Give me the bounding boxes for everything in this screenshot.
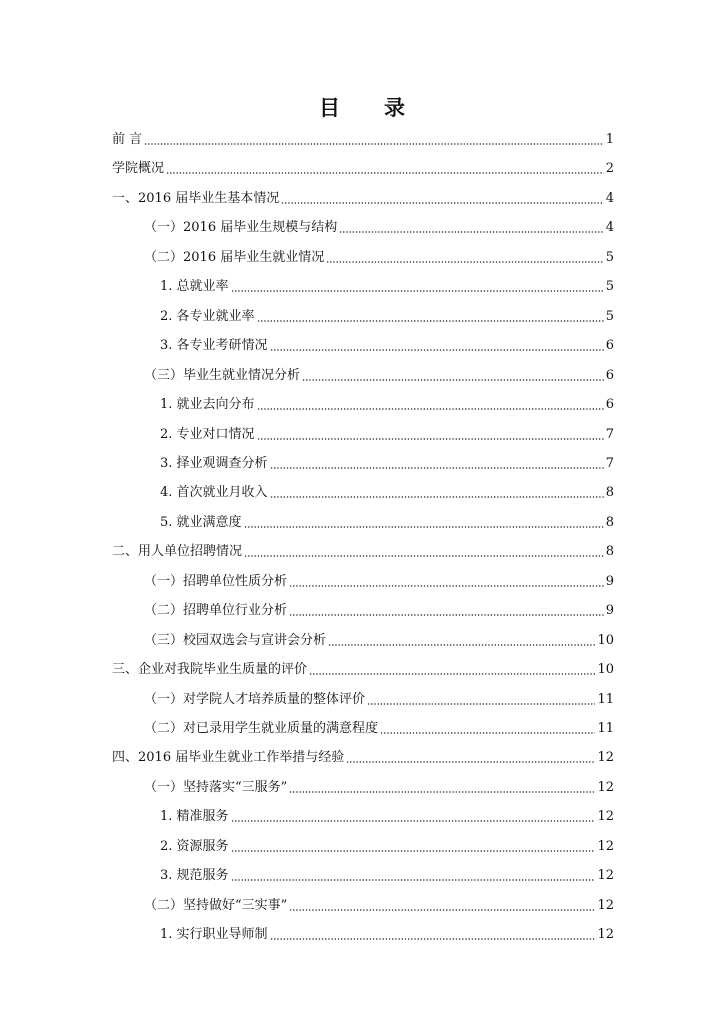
toc-entry[interactable] (160, 450, 614, 472)
toc-title-part2: 录 (384, 96, 405, 120)
toc-entry-label: 三、企业对我院毕业生质量的评价 (112, 662, 308, 678)
toc-dot-leader (244, 526, 604, 528)
toc-dot-leader (231, 290, 604, 292)
toc-entry-label: 1. 总就业率 (160, 279, 229, 295)
toc-entry-label: （二）招聘单位行业分析 (144, 603, 288, 619)
toc-entry-page: 11 (597, 691, 614, 707)
toc-entry-page: 8 (605, 544, 614, 560)
toc-entry-label: 前 言 (112, 132, 143, 147)
toc-dot-leader (326, 261, 604, 263)
toc-entry-label: （一）对学院人才培养质量的整体评价 (144, 691, 366, 707)
toc-entry-page: 9 (605, 603, 614, 619)
toc-dot-leader (380, 732, 595, 734)
toc-entry-label: 3. 择业观调查分析 (160, 455, 268, 471)
toc-entry[interactable] (144, 686, 614, 708)
toc-dot-leader (309, 673, 595, 675)
toc-entry-page: 2 (605, 161, 614, 177)
toc-entry[interactable] (160, 391, 614, 413)
toc-entry-label: （一）坚持落实“三服务” (144, 779, 288, 795)
toc-entry-page: 5 (605, 279, 614, 295)
toc-entry[interactable] (144, 597, 614, 619)
toc-entry-label: 1. 实行职业导师制 (160, 927, 268, 943)
toc-entry-page: 12 (597, 838, 614, 854)
toc-entry[interactable] (160, 862, 614, 884)
toc-entry-page: 6 (605, 338, 614, 354)
toc-dot-leader (231, 820, 596, 822)
toc-entry-page: 8 (605, 485, 614, 501)
toc-entry-label: 2. 各专业就业率 (160, 308, 255, 324)
toc-dot-leader (367, 703, 595, 705)
toc-dot-leader (302, 379, 604, 381)
toc-entry-page: 6 (605, 397, 614, 413)
toc-entry-label: 二、用人单位招聘情况 (112, 544, 243, 560)
toc-entry-page: 12 (597, 927, 614, 943)
toc-dot-leader (270, 467, 604, 469)
toc-dot-leader (144, 143, 604, 145)
toc-entry-page: 10 (597, 632, 614, 648)
toc-dot-leader (328, 644, 595, 646)
toc-entry-label: 5. 就业满意度 (160, 514, 242, 530)
toc-dot-leader (270, 496, 604, 498)
toc-dot-leader (166, 172, 604, 174)
toc-dot-leader (346, 761, 595, 763)
toc-dot-leader (289, 791, 595, 793)
toc-entry-page: 4 (605, 220, 614, 236)
toc-dot-leader (257, 408, 604, 410)
toc-dot-leader (257, 320, 604, 322)
toc-entry[interactable] (144, 362, 614, 384)
toc-dot-leader (289, 614, 604, 616)
toc-entry-page: 7 (605, 455, 614, 471)
toc-entry-page: 6 (605, 367, 614, 383)
toc-entry-label: 3. 规范服务 (160, 868, 229, 884)
toc-entry[interactable] (112, 538, 614, 560)
toc-dot-leader (289, 909, 595, 911)
toc-entry-page: 5 (605, 249, 614, 265)
toc-entry-page: 9 (605, 573, 614, 589)
toc-entry-page: 4 (605, 190, 614, 206)
toc-entry-page: 12 (597, 897, 614, 913)
toc-entry[interactable] (160, 803, 614, 825)
toc-dot-leader (257, 438, 604, 440)
toc-dot-leader (231, 879, 596, 881)
toc-entry[interactable] (160, 332, 614, 354)
toc-entry-label: 1. 就业去向分布 (160, 397, 255, 413)
toc-dot-leader (270, 938, 596, 940)
toc-entry-label: （三）毕业生就业情况分析 (144, 367, 301, 383)
toc-entry[interactable] (160, 273, 614, 295)
toc-dot-leader (339, 231, 604, 233)
toc-dot-leader (231, 850, 596, 852)
toc-entry[interactable] (144, 244, 614, 266)
toc-entry[interactable] (112, 656, 614, 678)
toc-entry-label: 学院概况 (112, 161, 165, 177)
toc-entry[interactable] (160, 303, 614, 325)
toc-entry-label: （二）2016 届毕业生就业情况 (144, 249, 325, 265)
toc-entry-label: 2. 专业对口情况 (160, 426, 255, 442)
toc-entry-label: 一、2016 届毕业生基本情况 (112, 190, 280, 206)
toc-entry[interactable] (160, 921, 614, 943)
toc-entry-label: （一）2016 届毕业生规模与结构 (144, 220, 338, 236)
toc-entry[interactable] (144, 627, 614, 649)
toc-entry[interactable] (112, 155, 614, 177)
toc-dot-leader (281, 202, 604, 204)
toc-entry-label: 2. 资源服务 (160, 838, 229, 854)
toc-entry[interactable] (112, 185, 614, 207)
toc-entry[interactable] (160, 509, 614, 531)
toc-dot-leader (270, 349, 604, 351)
toc-entry-page: 11 (597, 721, 614, 736)
toc-entry-label: （二）对已录用学生就业质量的满意程度 (144, 721, 379, 736)
toc-entry-page: 7 (605, 426, 614, 442)
toc-entry-page: 12 (597, 809, 614, 825)
toc-entry[interactable] (144, 892, 614, 914)
toc-entry-page: 12 (597, 779, 614, 795)
toc-entry-label: （一）招聘单位性质分析 (144, 573, 288, 589)
toc-entry[interactable] (144, 214, 614, 236)
toc-entry-label: 四、2016 届毕业生就业工作举措与经验 (112, 750, 345, 766)
toc-entry[interactable] (144, 715, 614, 737)
toc-title-part1: 目 (319, 96, 340, 120)
toc-entry-page: 10 (597, 662, 614, 678)
toc-entry[interactable] (160, 421, 614, 443)
toc-entry[interactable] (144, 568, 614, 590)
toc-entry-page: 1 (605, 132, 614, 147)
toc-entry-label: （二）坚持做好“三实事” (144, 897, 288, 913)
toc-entry[interactable] (144, 774, 614, 796)
toc-entry-page: 12 (597, 750, 614, 766)
toc-entry[interactable] (160, 833, 614, 855)
toc-entry-label: （三）校园双选会与宣讲会分析 (144, 632, 327, 648)
toc-entry-page: 12 (597, 868, 614, 884)
toc-entry-page: 5 (605, 308, 614, 324)
toc-entry[interactable] (112, 126, 614, 148)
toc-entry-page: 8 (605, 514, 614, 530)
toc-dot-leader (289, 585, 604, 587)
toc-dot-leader (244, 555, 604, 557)
toc-entry[interactable] (112, 744, 614, 766)
toc-entry[interactable] (160, 479, 614, 501)
toc-entry-label: 3. 各专业考研情况 (160, 338, 268, 354)
toc-entry-label: 4. 首次就业月收入 (160, 485, 268, 501)
toc-entry-label: 1. 精准服务 (160, 809, 229, 825)
